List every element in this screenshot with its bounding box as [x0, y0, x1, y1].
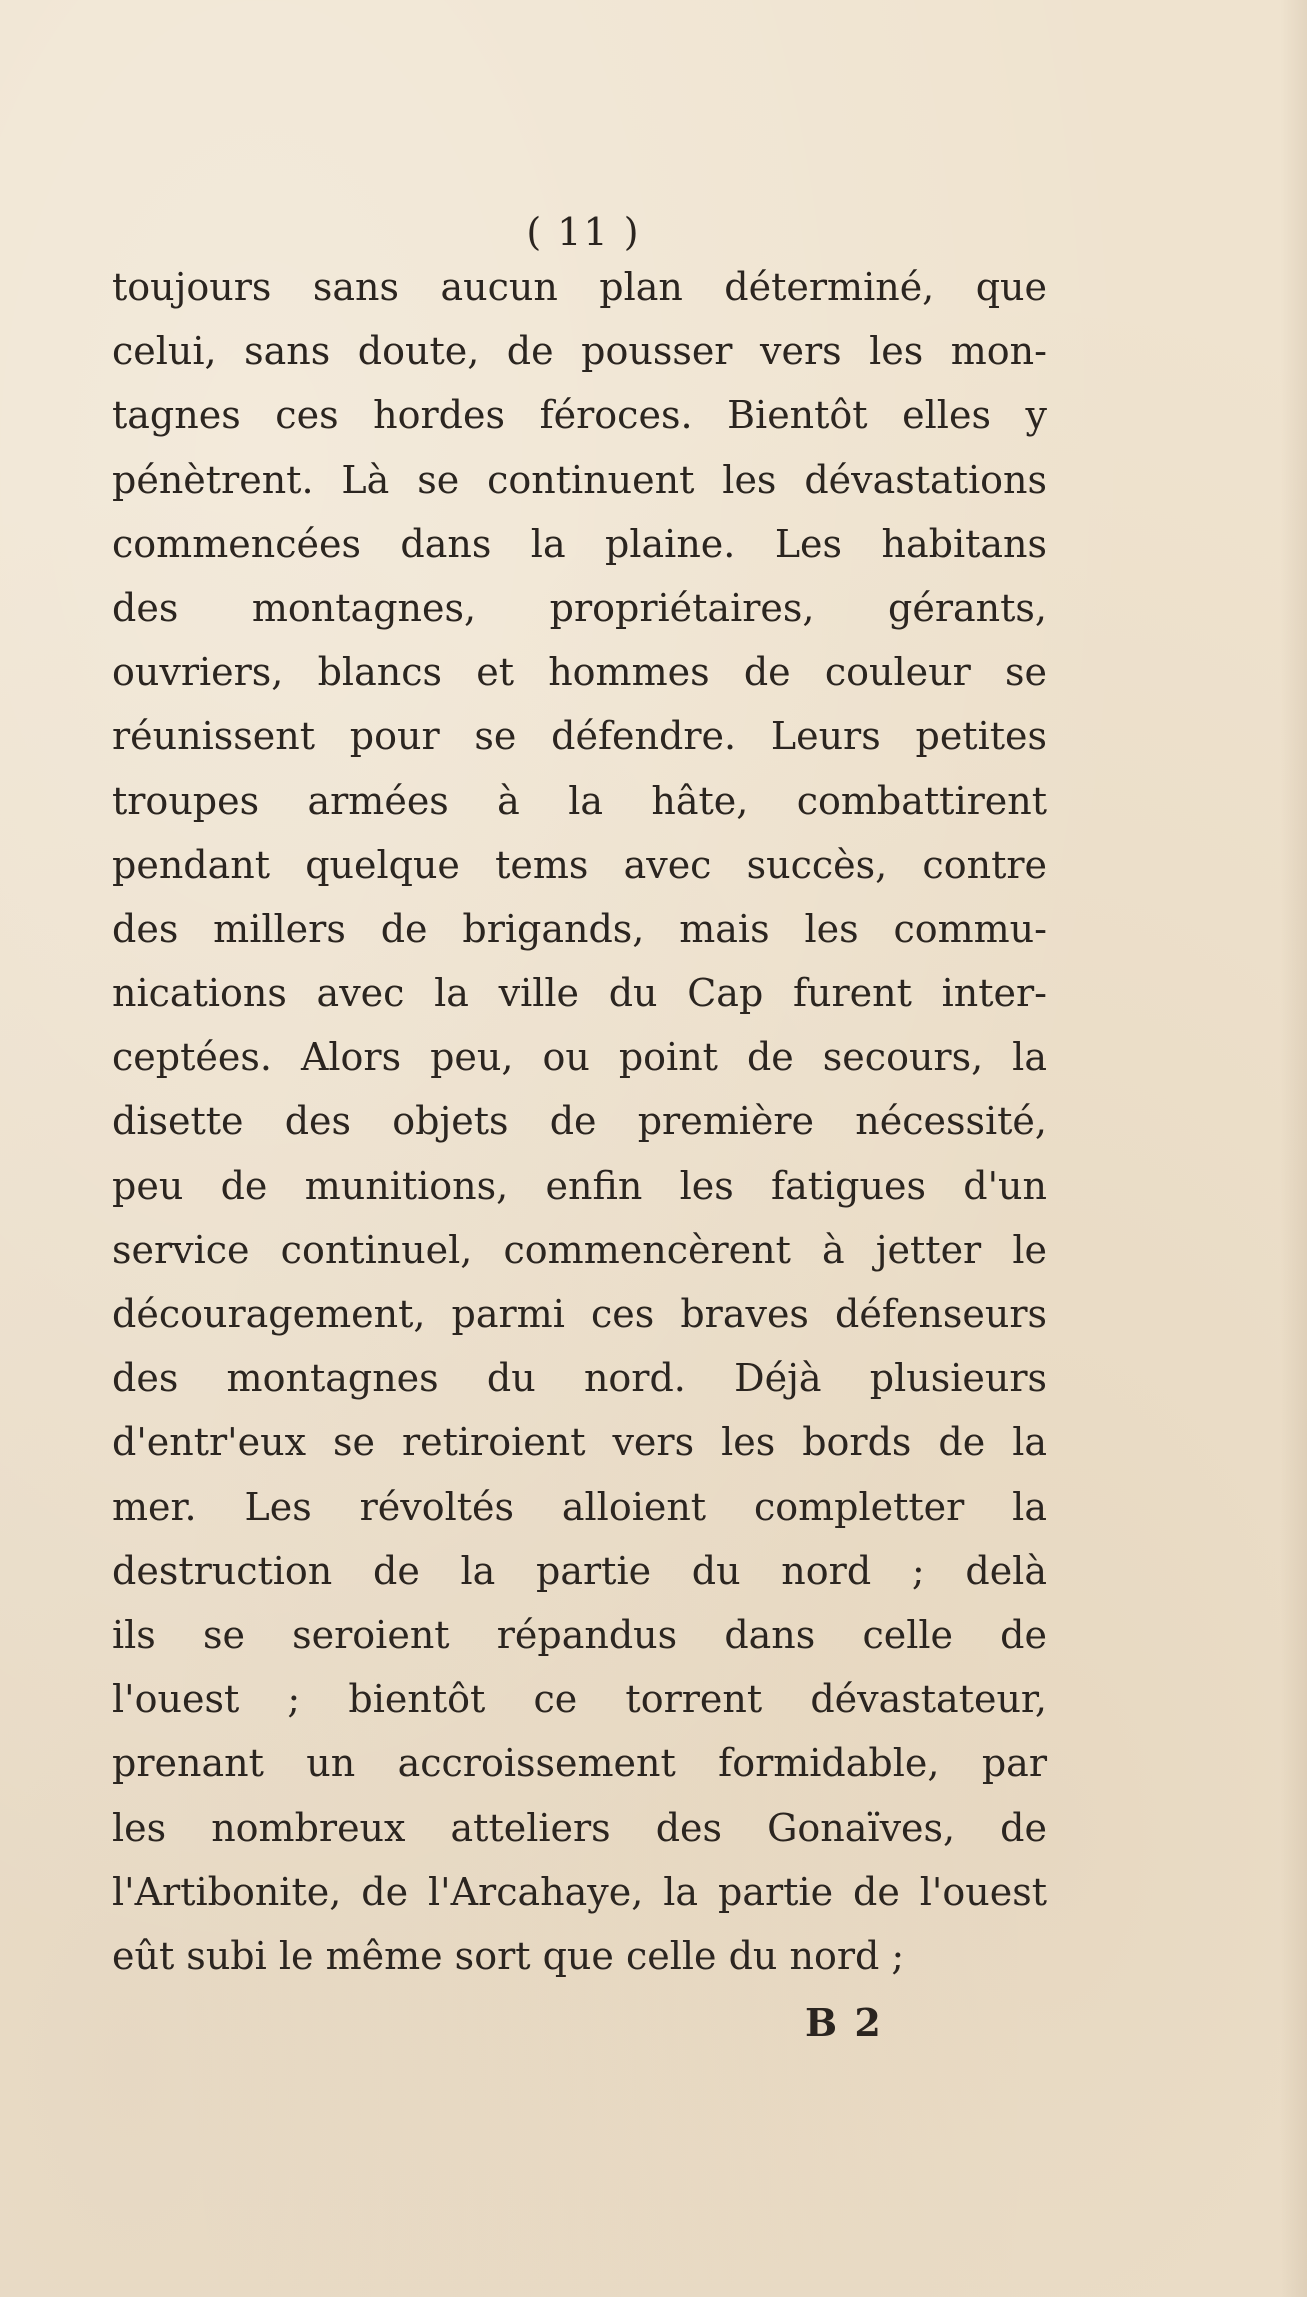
page-number: ( 11 ): [526, 210, 641, 254]
body-text: [112, 255, 1047, 1988]
text-line: des millers de brigands, mais les commu-: [112, 906, 1047, 951]
text-line: celui, sans doute, de pousser vers les mon-: [112, 329, 1047, 374]
signature-mark: B 2: [805, 2000, 883, 2045]
text-line: toujours sans aucun plan déterminé, que: [112, 265, 1047, 309]
text-line: réunissent pour se défendre. Leurs petites: [112, 714, 1047, 759]
text-line: nications avec la ville du Cap furent inter-: [112, 971, 1047, 1016]
text-line: d'entr'eux se retiroient vers les bords de la: [112, 1420, 1047, 1465]
text-line: découragement, parmi ces braves défenseurs: [112, 1292, 1047, 1336]
page-number-header: [0, 210, 1307, 254]
text-line: ils se seroient répandus dans celle de: [112, 1612, 1047, 1657]
text-line: tagnes ces hordes féroces. Bientôt elles y: [112, 393, 1047, 438]
text-line: peu de munitions, enfin les fatigues d'un: [112, 1163, 1047, 1208]
text-line: destruction de la partie du nord ; delà: [112, 1548, 1047, 1593]
text-line: des montagnes, propriétaires, gérants,: [112, 585, 1047, 630]
text-line: service continuel, commencèrent à jetter le: [112, 1227, 1047, 1272]
text-line: les nombreux atteliers des Gonaïves, de: [112, 1805, 1047, 1850]
text-line: ceptées. Alors peu, ou point de secours, la: [112, 1035, 1047, 1080]
text-line: disette des objets de première nécessité,: [112, 1099, 1047, 1144]
text-line: eût subi le même sort que celle du nord ;: [112, 1933, 905, 1978]
page-edge-shadow: [1280, 0, 1307, 2297]
text-line: des montagnes du nord. Déjà plusieurs: [112, 1356, 1047, 1401]
text-line: l'ouest ; bientôt ce torrent dévastateur,: [112, 1677, 1047, 1722]
text-line: ouvriers, blancs et hommes de couleur se: [112, 650, 1047, 695]
text-line: l'Artibonite, de l'Arcahaye, la partie de l'ouest: [112, 1869, 1047, 1914]
text-line: pénètrent. Là se continuent les dévastations: [112, 457, 1047, 502]
text-line: commencées dans la plaine. Les habitans: [112, 521, 1047, 566]
text-line: mer. Les révoltés alloient completter la: [112, 1484, 1047, 1529]
text-line: pendant quelque tems avec succès, contre: [112, 842, 1047, 887]
text-line: troupes armées à la hâte, combattirent: [112, 778, 1047, 823]
text-line: prenant un accroissement formidable, par: [112, 1741, 1047, 1786]
